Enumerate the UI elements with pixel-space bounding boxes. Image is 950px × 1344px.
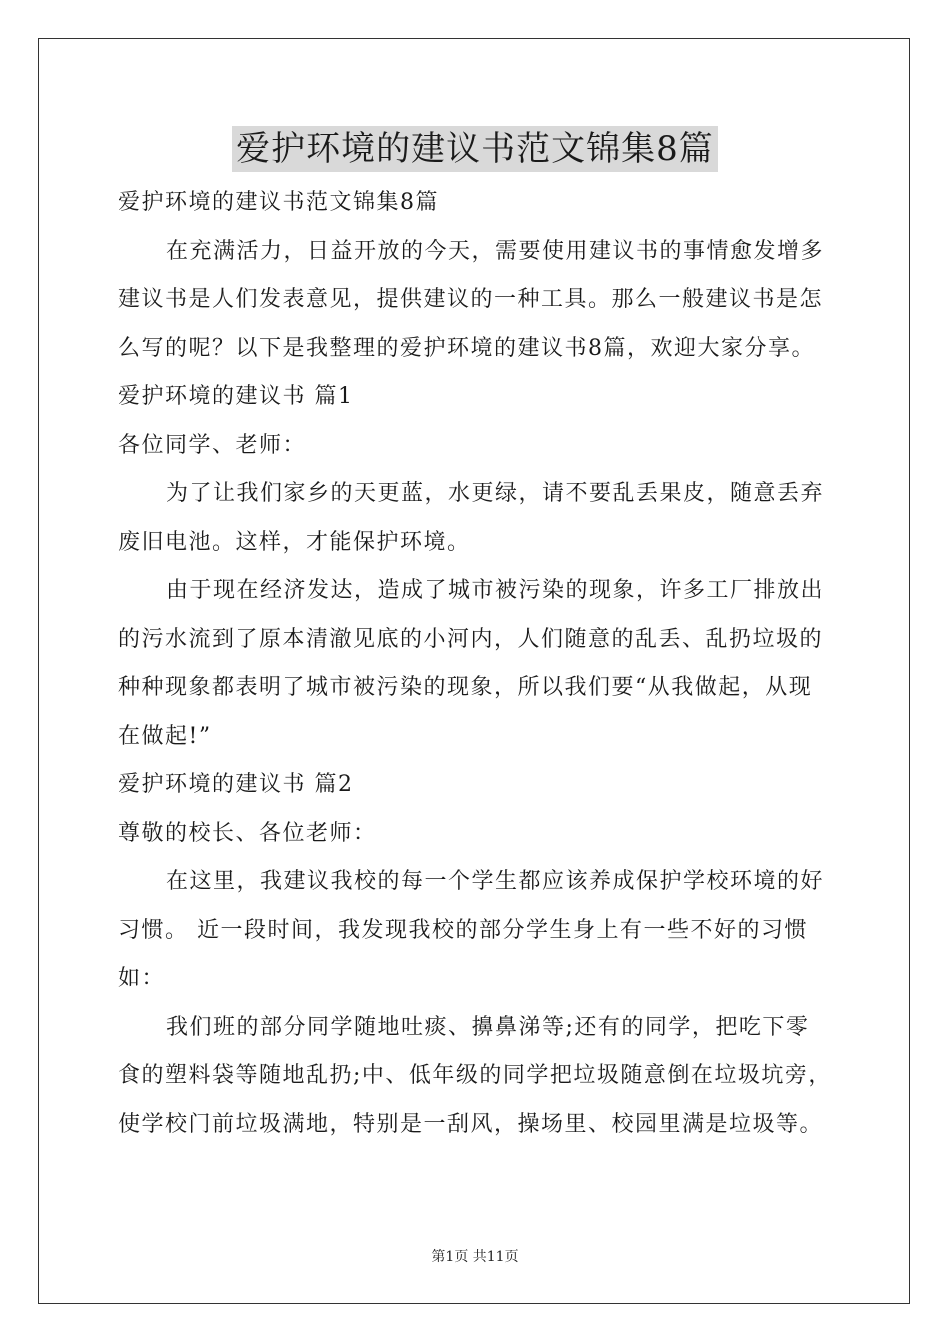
text-line: 种种现象都表明了城市被污染的现象，所以我们要“从我做起，从现: [118, 675, 813, 700]
text-line: 废旧电池。这样，才能保护环境。: [118, 529, 471, 555]
text-line: 么写的呢？以下是我整理的爱护环境的建议书8篇，欢迎大家分享。: [118, 335, 815, 361]
page-footer: 第1页 共11页: [431, 1249, 519, 1265]
text-line: 爱护环境的建议书 篇1: [118, 384, 354, 409]
text-line: 在做起!”: [118, 723, 212, 749]
text-line: 尊敬的校长、各位老师：: [118, 820, 377, 846]
text-line: 在这里，我建议我校的每一个学生都应该养成保护学校环境的好: [166, 869, 825, 894]
document-body: [118, 179, 836, 1149]
title-container: [0, 126, 950, 172]
text-line: 爱护环境的建议书 篇2: [118, 772, 354, 797]
text-line: 各位同学、老师：: [118, 432, 307, 458]
text-line: 爱护环境的建议书范文锦集8篇: [118, 190, 439, 215]
text-line: 习惯。 近一段时间，我发现我校的部分学生身上有一些不好的习惯: [118, 917, 808, 943]
document-title: 爱护环境的建议书范文锦集8篇: [232, 126, 718, 172]
text-line: 在充满活力，日益开放的今天，需要使用建议书的事情愈发增多: [166, 238, 825, 264]
text-line: 如：: [118, 966, 166, 991]
text-line: 建议书是人们发表意见，提供建议的一种工具。那么一般建议书是怎: [118, 287, 824, 312]
text-line: 我们班的部分同学随地吐痰、擤鼻涕等;还有的同学，把吃下零: [166, 1014, 810, 1040]
text-line: 由于现在经济发达，造成了城市被污染的现象，许多工厂排放出: [166, 578, 825, 603]
text-line: 的污水流到了原本清澈见底的小河内，人们随意的乱丢、乱扔垃圾的: [118, 626, 824, 652]
text-line: 食的塑料袋等随地乱扔;中、低年级的同学把垃圾随意倒在垃圾坑旁，: [118, 1063, 832, 1088]
text-line: 为了让我们家乡的天更蓝，水更绿，请不要乱丢果皮，随意丢弃: [166, 481, 825, 506]
text-line: 使学校门前垃圾满地，特别是一刮风，操场里、校园里满是垃圾等。: [118, 1111, 824, 1137]
